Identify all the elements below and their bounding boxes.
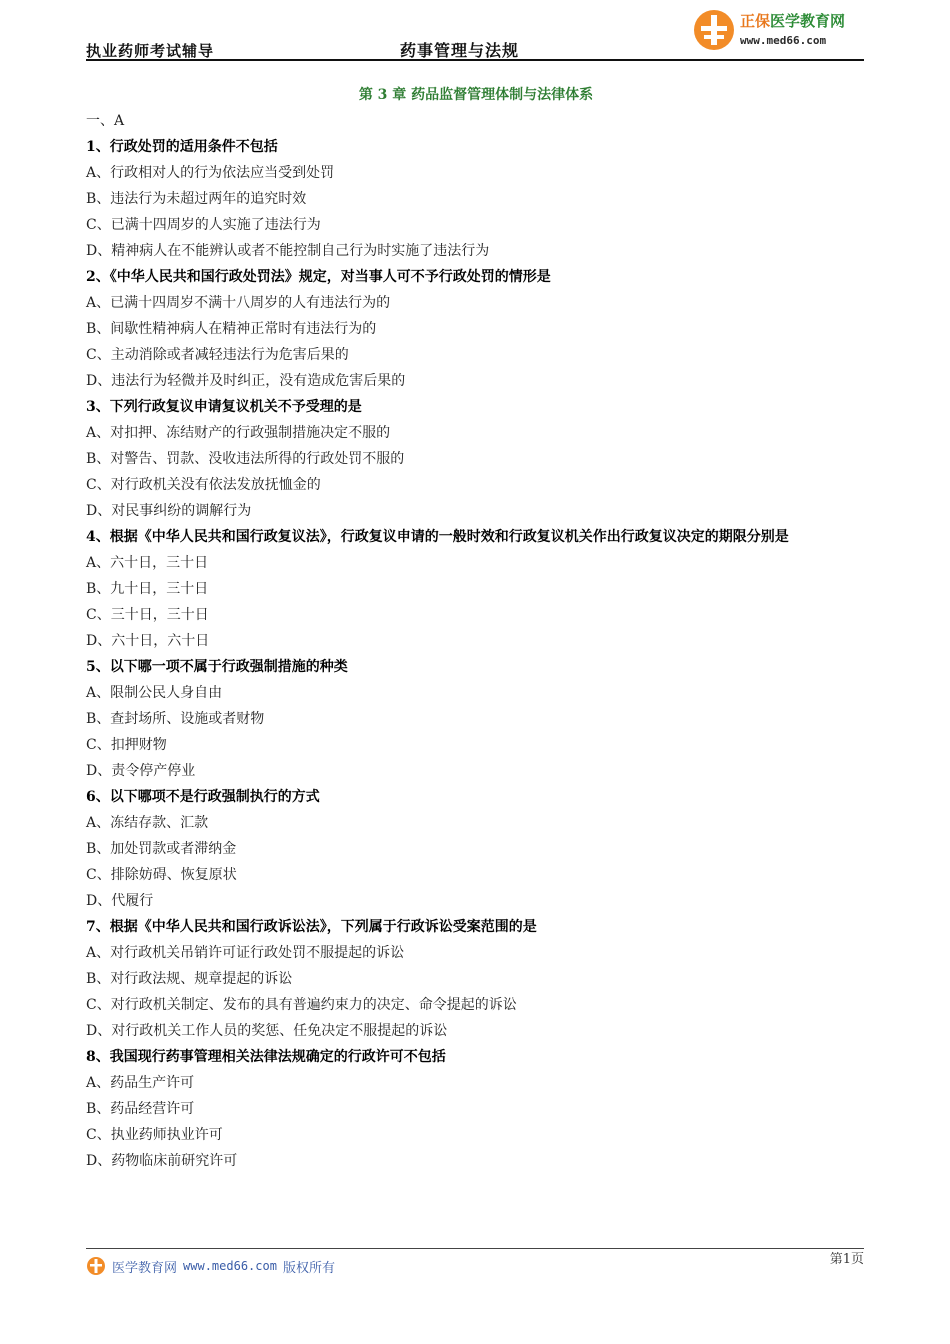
- question-stem: 5、以下哪一项不属于行政强制措施的种类: [86, 659, 348, 675]
- logo-brand-a: 正保: [740, 12, 771, 30]
- footer-rights: 版权所有: [282, 1260, 335, 1276]
- brand-logo: [690, 6, 870, 56]
- footer-brand: 医学教育网: [112, 1260, 178, 1276]
- logo-emblem-icon: [692, 8, 736, 52]
- question-5: [86, 654, 866, 784]
- question-option: D、药物临床前研究许可: [86, 1153, 238, 1169]
- question-stem: 2、《中华人民共和国行政处罚法》规定，对当事人可不予行政处罚的情形是: [86, 269, 551, 285]
- question-option: C、扣押财物: [86, 737, 167, 753]
- question-stem: 1、行政处罚的适用条件不包括: [86, 139, 278, 155]
- question-option: D、精神病人在不能辨认或者不能控制自己行为时实施了违法行为: [86, 243, 490, 259]
- footer-divider: [86, 1248, 864, 1249]
- question-option: B、违法行为未超过两年的追究时效: [86, 191, 307, 207]
- section-heading: 一、A: [86, 113, 125, 129]
- question-option: D、对行政机关工作人员的奖惩、任免决定不服提起的诉讼: [86, 1023, 448, 1039]
- question-stem: 3、下列行政复议申请复议机关不予受理的是: [86, 399, 362, 415]
- logo-brand: [740, 10, 845, 31]
- question-option: C、主动消除或者减轻违法行为危害后果的: [86, 347, 349, 363]
- question-option: A、限制公民人身自由: [86, 685, 223, 701]
- page-footer: [86, 1254, 335, 1278]
- header-divider: [86, 59, 864, 61]
- question-option: A、已满十四周岁不满十八周岁的人有违法行为的: [86, 295, 391, 311]
- question-2: [86, 264, 866, 394]
- question-option: B、九十日，三十日: [86, 581, 209, 597]
- chapter-title: 第 3 章 药品监督管理体制与法律体系: [358, 87, 594, 103]
- question-option: C、执业药师执业许可: [86, 1127, 223, 1143]
- question-option: D、代履行: [86, 893, 154, 909]
- footer-url[interactable]: www.med66.com: [183, 1259, 277, 1273]
- question-option: B、药品经营许可: [86, 1101, 195, 1117]
- question-stem: 4、根据《中华人民共和国行政复议法》，行政复议申请的一般时效和行政复议机关作出行政复议决定的期限分别是: [86, 529, 789, 545]
- question-option: C、对行政机关没有依法发放抚恤金的: [86, 477, 321, 493]
- question-option: A、六十日，三十日: [86, 555, 209, 571]
- question-option: C、已满十四周岁的人实施了违法行为: [86, 217, 321, 233]
- question-option: B、查封场所、设施或者财物: [86, 711, 265, 727]
- page-number: 第1页: [829, 1252, 864, 1267]
- question-option: A、冻结存款、汇款: [86, 815, 209, 831]
- logo-url: www.med66.com: [740, 34, 827, 47]
- question-option: B、加处罚款或者滞纳金: [86, 841, 237, 857]
- question-option: D、违法行为轻微并及时纠正，没有造成危害后果的: [86, 373, 406, 389]
- question-option: A、药品生产许可: [86, 1075, 195, 1091]
- question-option: B、间歇性精神病人在精神正常时有违法行为的: [86, 321, 377, 337]
- question-3: [86, 394, 866, 524]
- question-4: [86, 524, 866, 654]
- question-option: C、三十日，三十日: [86, 607, 209, 623]
- question-stem: 6、以下哪项不是行政强制执行的方式: [86, 789, 320, 805]
- logo-brand-b: 医学教育网: [770, 12, 846, 30]
- document-body: [86, 82, 866, 1174]
- question-option: C、排除妨碍、恢复原状: [86, 867, 237, 883]
- question-stem: 8、我国现行药事管理相关法律法规确定的行政许可不包括: [86, 1049, 446, 1065]
- page-header: [0, 0, 950, 62]
- question-option: B、对行政法规、规章提起的诉讼: [86, 971, 293, 987]
- header-exam-title: 执业药师考试辅导: [86, 42, 215, 60]
- question-option: A、行政相对人的行为依法应当受到处罚: [86, 165, 335, 181]
- question-7: [86, 914, 866, 1044]
- question-option: D、对民事纠纷的调解行为: [86, 503, 252, 519]
- question-option: D、六十日，六十日: [86, 633, 210, 649]
- question-option: C、对行政机关制定、发布的具有普遍约束力的决定、命令提起的诉讼: [86, 997, 517, 1013]
- question-option: A、对扣押、冻结财产的行政强制措施决定不服的: [86, 425, 391, 441]
- question-6: [86, 784, 866, 914]
- question-option: D、责令停产停业: [86, 763, 196, 779]
- footer-logo-icon: [86, 1256, 106, 1276]
- question-1: [86, 134, 866, 264]
- question-8: [86, 1044, 866, 1174]
- question-option: B、对警告、罚款、没收违法所得的行政处罚不服的: [86, 451, 405, 467]
- question-option: A、对行政机关吊销许可证行政处罚不服提起的诉讼: [86, 945, 405, 961]
- header-subject-title: 药事管理与法规: [400, 41, 520, 60]
- question-stem: 7、根据《中华人民共和国行政诉讼法》，下列属于行政诉讼受案范围的是: [86, 919, 537, 935]
